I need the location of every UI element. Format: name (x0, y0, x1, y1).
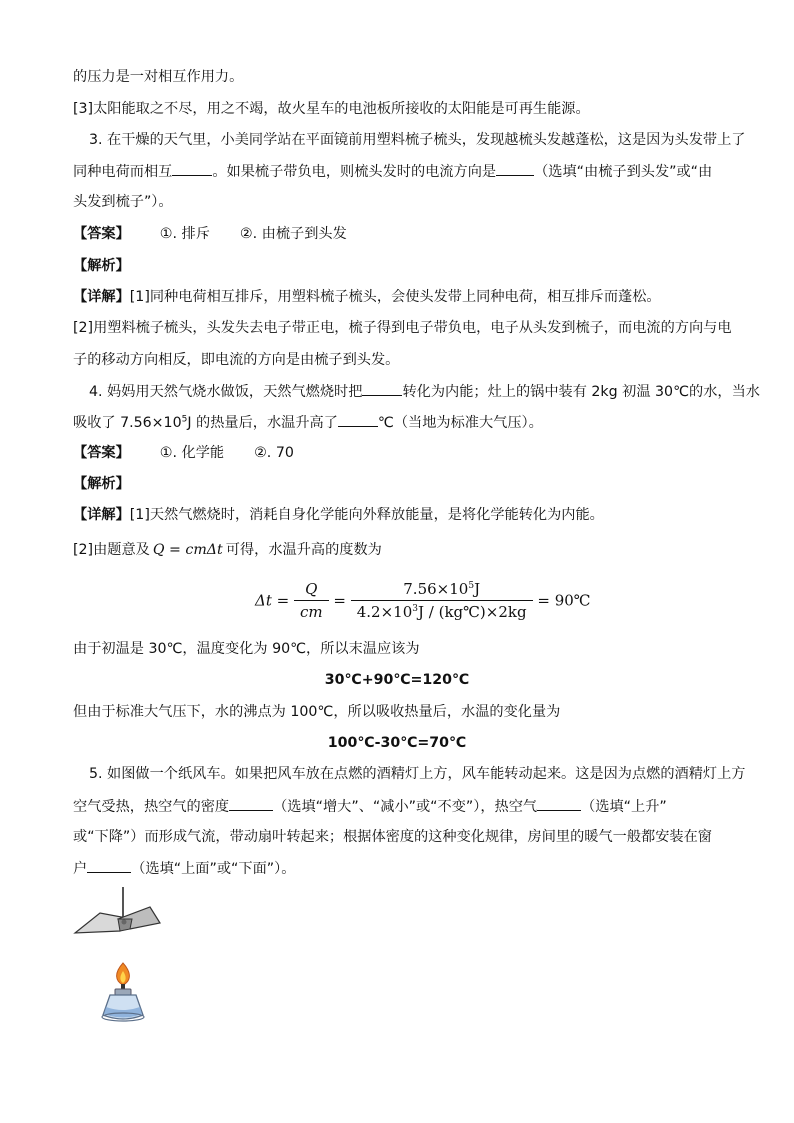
formula-equals: = (333, 591, 346, 610)
formula-result: = 90℃ (537, 591, 591, 610)
q3-line-2-a: 同种电荷而相互 (73, 164, 173, 180)
formula-f2-numerator (351, 580, 533, 601)
q3-detail-1-text: [1]同种电荷相互排斥，用塑料梳子梳头，会使头发带上同种电荷，相互排斥而蓬松。 (129, 289, 661, 305)
q3-line-2-b: 。如果梳子带负电，则梳头发时的电流方向是 (212, 164, 497, 180)
q4-detail-2 (73, 540, 382, 560)
q3-detail-1 (73, 287, 661, 307)
q4-line-1-a: 4. 妈妈用天然气烧水做饭，天然气燃烧时把 (89, 384, 363, 400)
q4-line-2-c: ℃（当地为标准大气压）。 (377, 415, 543, 431)
formula-lhs: Δt = (255, 591, 290, 610)
q5-line-4-b: （选填“上面”或“下面”）。 (131, 861, 296, 877)
q3-line-3: 头发到梳子”）。 (73, 194, 173, 210)
q5-blank-1 (229, 796, 273, 811)
q3-detail-3: 子的移动方向相反，即电流的方向是由梳子到头发。 (73, 352, 400, 368)
q4-detail-tag: 【详解】 (73, 507, 130, 523)
q3-line-2 (73, 161, 712, 182)
q3-detail-tag: 【详解】 (73, 289, 130, 305)
alcohol-lamp-icon (102, 963, 144, 1021)
q5-line-3: 或“下降”）而形成气流，带动扇叶转起来；根据体密度的这种变化规律，房间里的暖气一般都安装在窗 (73, 829, 712, 845)
q4-line-1 (89, 381, 760, 402)
q3-line-1: 3. 在干燥的天气里，小美同学站在平面镜前用塑料梳子梳头，发现越梳头发越蓬松，这是因为头发带上了 (89, 132, 746, 148)
q3-answer-tag: 【答案】 (73, 226, 130, 242)
q4-detail-2-b: 可得，水温升高的度数为 (225, 542, 382, 558)
prev-text-line-2: [3]太阳能取之不尽，用之不竭，故火星车的电池板所接收的太阳能是可再生能源。 (73, 101, 590, 117)
q4-formula (255, 580, 591, 621)
q4-detail-1-text: [1]天然气燃烧时，消耗自身化学能向外释放能量，是将化学能转化为内能。 (129, 507, 604, 523)
q5-line-2-b: （选填“增大”、“减小”或“不变”），热空气 (273, 799, 538, 815)
q4-answer-2: ②. 70 (254, 445, 294, 461)
q4-analysis-tag: 【解析】 (73, 476, 130, 492)
q4-equation-2: 100℃-30℃=70℃ (327, 735, 467, 751)
q5-line-2-a: 空气受热，热空气的密度 (73, 799, 230, 815)
formula-fraction-1 (294, 580, 329, 621)
q4-blank-2 (338, 412, 378, 427)
formula-f1-numerator: Q (294, 580, 329, 601)
formula-f1-denominator: cm (299, 603, 323, 621)
q4-line-2-b: J 的热量后，水温升高了 (187, 415, 338, 431)
q4-line-2-a: 吸收了 7.56×10 (73, 415, 182, 431)
q5-line-4-a: 户 (73, 861, 88, 877)
windmill-lamp-figure (70, 885, 170, 1030)
q4-line-1-b: 转化为内能；灶上的锅中装有 2kg 初温 30℃的水，当水 (402, 384, 760, 400)
q4-detail-1 (73, 505, 604, 525)
q5-blank-2 (537, 796, 581, 811)
q4-line-2 (73, 412, 543, 433)
q3-blank-1 (172, 161, 212, 176)
q4-answer-1: ①. 化学能 (159, 445, 225, 461)
paper-windmill-icon (75, 887, 160, 933)
q5-line-2-c: （选填“上升” (581, 799, 667, 815)
formula-f2-den-a: 4.2×10 (356, 603, 413, 621)
q5-line-4 (73, 858, 295, 879)
q4-inline-formula: Q = cmΔt (152, 542, 223, 558)
formula-f2-num-a: 7.56×10 (403, 580, 469, 598)
q3-detail-2: [2]用塑料梳子梳头，头发失去电子带正电，梳子得到电子带负电，电子从头发到梳子，而电流的方向与电 (73, 320, 732, 336)
q4-detail-2-a: [2]由题意及 (73, 542, 150, 558)
formula-f2-denominator (351, 601, 533, 621)
formula-f2-den-exp: 3 (412, 604, 418, 614)
q3-line-2-c: （选填“由梳子到头发”或“由 (534, 164, 713, 180)
q5-line-1: 5. 如图做一个纸风车。如果把风车放在点燃的酒精灯上方，风车能转动起来。这是因为点燃的酒精灯上方 (89, 766, 746, 782)
q4-text-3: 由于初温是 30℃，温度变化为 90℃，所以末温应该为 (73, 641, 420, 657)
q4-answer-row (73, 443, 294, 463)
q4-blank-1 (362, 381, 402, 396)
formula-f2-num-exp: 5 (468, 581, 475, 591)
formula-f2-den-b: J / (kg℃)×2kg (418, 603, 527, 621)
q3-answer-row (73, 224, 347, 244)
q3-blank-2 (496, 161, 534, 176)
q4-line-2-exp: 5 (181, 414, 188, 425)
formula-fraction-2 (351, 580, 533, 621)
formula-f2-num-b: J (474, 580, 481, 598)
q5-line-2 (73, 796, 667, 817)
q4-text-4: 但由于标准大气压下，水的沸点为 100℃，所以吸收热量后，水温的变化量为 (73, 704, 561, 720)
q3-analysis-tag: 【解析】 (73, 258, 130, 274)
q3-answer-2: ②. 由梳子到头发 (239, 226, 347, 242)
q3-answer-1: ①. 排斥 (159, 226, 210, 242)
q4-answer-tag: 【答案】 (73, 445, 130, 461)
prev-text-line-1: 的压力是一对相互作用力。 (73, 69, 244, 85)
q4-equation-1: 30℃+90℃=120℃ (324, 672, 470, 688)
q5-blank-3 (87, 858, 131, 873)
